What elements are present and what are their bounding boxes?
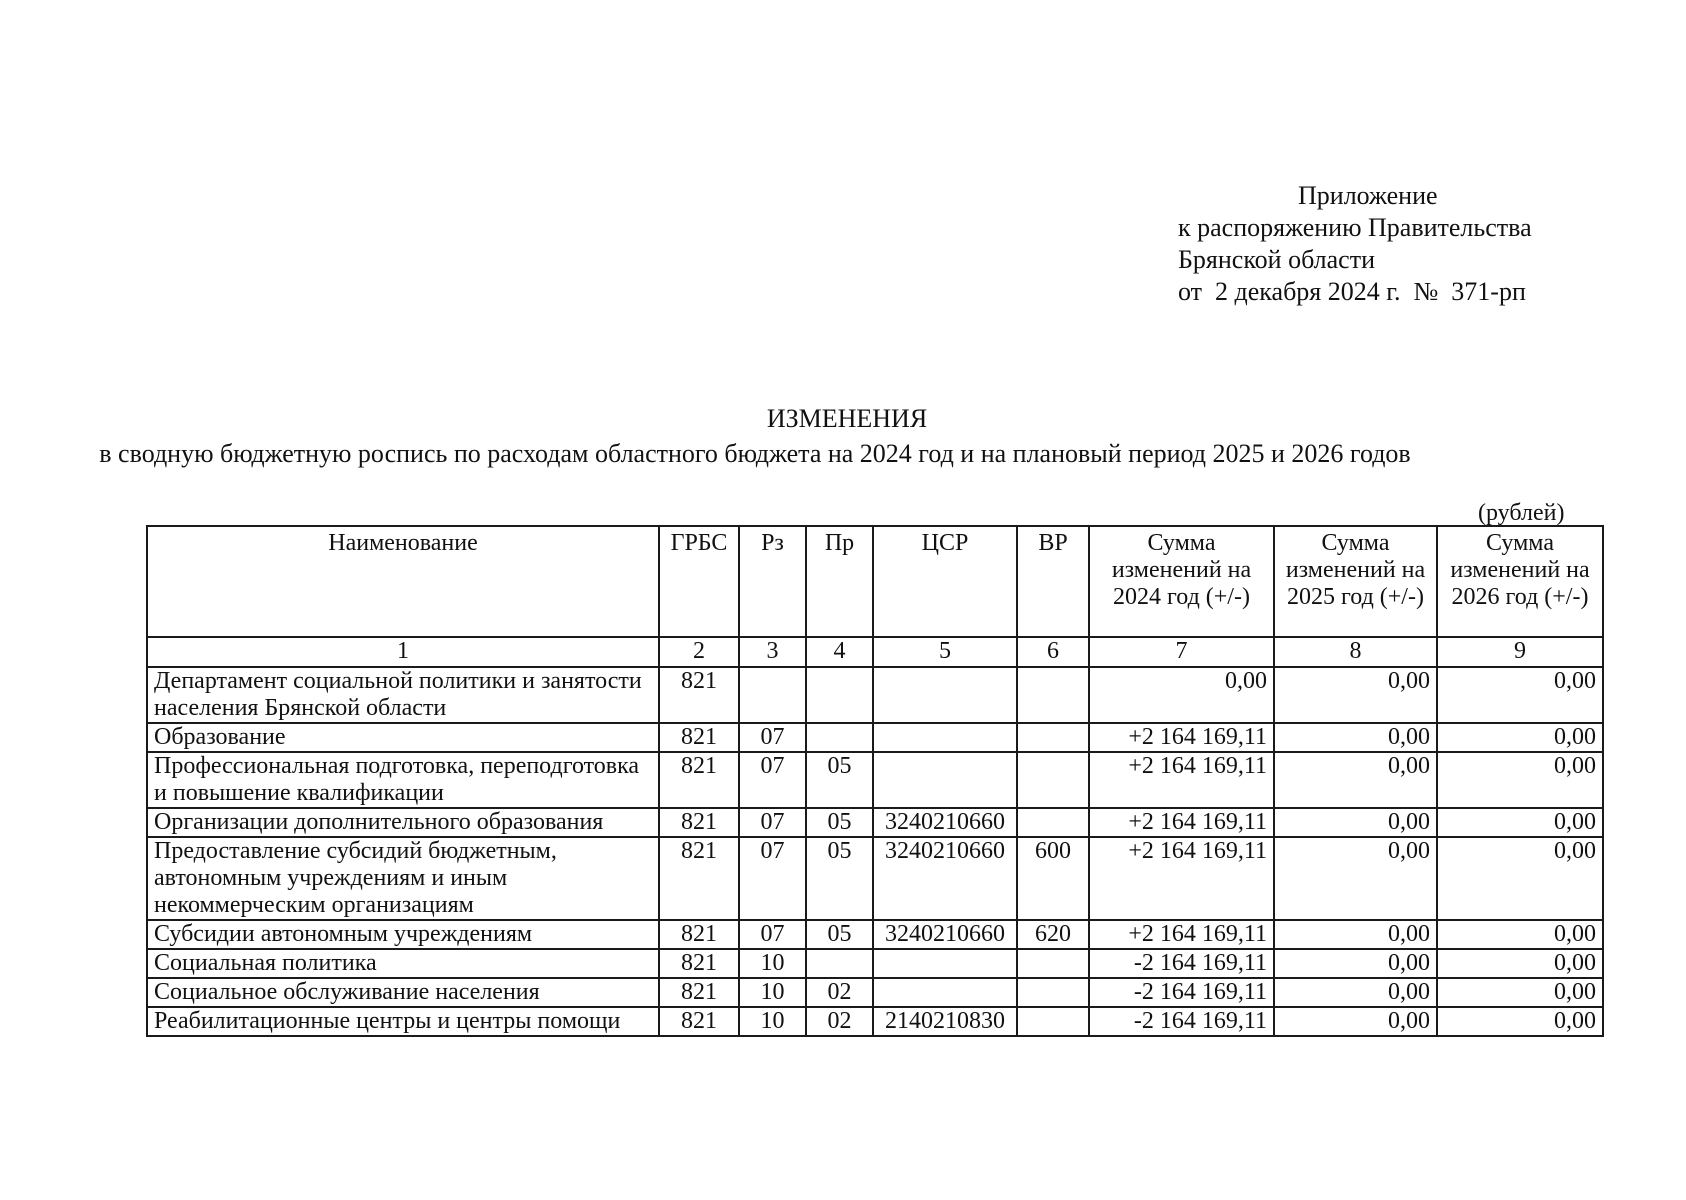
attachment-block xyxy=(1178,180,1532,308)
cell-vr: 600 xyxy=(1017,837,1089,920)
cell-sum-2026: 0,00 xyxy=(1437,978,1603,1007)
table-row xyxy=(147,978,1603,1007)
cell-vr: 620 xyxy=(1017,920,1089,949)
cell-pr: 05 xyxy=(806,837,873,920)
cell-grbs: 821 xyxy=(659,978,739,1007)
table-header-row xyxy=(147,526,1603,637)
cell-vr xyxy=(1017,978,1089,1007)
header-name: Наименование xyxy=(147,526,659,637)
column-number: 1 xyxy=(147,637,659,667)
column-number: 2 xyxy=(659,637,739,667)
cell-name: Предоставление субсидий бюджетным, автономным учреждениям и иным некоммерческим организациям xyxy=(147,837,659,920)
cell-pr: 05 xyxy=(806,920,873,949)
header-sum-2025: Сумма изменений на 2025 год (+/-) xyxy=(1274,526,1437,637)
cell-sum-2026: 0,00 xyxy=(1437,808,1603,837)
cell-name: Организации дополнительного образования xyxy=(147,808,659,837)
cell-sum-2026: 0,00 xyxy=(1437,920,1603,949)
cell-pr: 05 xyxy=(806,808,873,837)
header-sum-2026: Сумма изменений на 2026 год (+/-) xyxy=(1437,526,1603,637)
cell-rz xyxy=(739,667,806,723)
document-title: ИЗМЕНЕНИЯ xyxy=(766,404,928,433)
cell-pr xyxy=(806,667,873,723)
cell-sum-2024: -2 164 169,11 xyxy=(1089,949,1274,978)
cell-name: Социальная политика xyxy=(147,949,659,978)
cell-csr: 3240210660 xyxy=(873,808,1017,837)
cell-csr xyxy=(873,752,1017,808)
cell-rz: 10 xyxy=(739,949,806,978)
cell-sum-2026: 0,00 xyxy=(1437,949,1603,978)
cell-sum-2026: 0,00 xyxy=(1437,723,1603,752)
cell-rz: 07 xyxy=(739,808,806,837)
column-number: 8 xyxy=(1274,637,1437,667)
attachment-line: от 2 декабря 2024 г. № 371-рп xyxy=(1178,277,1526,306)
table-row xyxy=(147,723,1603,752)
cell-grbs: 821 xyxy=(659,920,739,949)
cell-csr: 2140210830 xyxy=(873,1007,1017,1036)
cell-csr: 3240210660 xyxy=(873,920,1017,949)
header-grbs: ГРБС xyxy=(659,526,739,637)
header-csr: ЦСР xyxy=(873,526,1017,637)
cell-sum-2025: 0,00 xyxy=(1274,808,1437,837)
cell-csr: 3240210660 xyxy=(873,837,1017,920)
cell-sum-2026: 0,00 xyxy=(1437,752,1603,808)
cell-name: Реабилитационные центры и центры помощи xyxy=(147,1007,659,1036)
cell-sum-2025: 0,00 xyxy=(1274,978,1437,1007)
column-number: 4 xyxy=(806,637,873,667)
cell-grbs: 821 xyxy=(659,808,739,837)
cell-pr: 02 xyxy=(806,1007,873,1036)
cell-sum-2025: 0,00 xyxy=(1274,920,1437,949)
cell-grbs: 821 xyxy=(659,1007,739,1036)
header-vr: ВР xyxy=(1017,526,1089,637)
cell-sum-2024: +2 164 169,11 xyxy=(1089,920,1274,949)
cell-rz: 10 xyxy=(739,1007,806,1036)
cell-name: Образование xyxy=(147,723,659,752)
attachment-line: к распоряжению Правительства xyxy=(1178,213,1532,242)
cell-sum-2026: 0,00 xyxy=(1437,837,1603,920)
cell-csr xyxy=(873,723,1017,752)
cell-csr xyxy=(873,949,1017,978)
table-row xyxy=(147,1007,1603,1036)
cell-sum-2024: 0,00 xyxy=(1089,667,1274,723)
column-number: 5 xyxy=(873,637,1017,667)
table-row xyxy=(147,837,1603,920)
attachment-line: Приложение xyxy=(1298,181,1438,210)
cell-grbs: 821 xyxy=(659,837,739,920)
cell-rz: 10 xyxy=(739,978,806,1007)
cell-vr xyxy=(1017,667,1089,723)
cell-vr xyxy=(1017,949,1089,978)
cell-sum-2024: +2 164 169,11 xyxy=(1089,723,1274,752)
cell-name: Субсидии автономным учреждениям xyxy=(147,920,659,949)
column-number: 3 xyxy=(739,637,806,667)
cell-rz: 07 xyxy=(739,752,806,808)
cell-sum-2024: +2 164 169,11 xyxy=(1089,837,1274,920)
cell-vr xyxy=(1017,723,1089,752)
table-body xyxy=(147,667,1603,1036)
cell-csr xyxy=(873,978,1017,1007)
units-label: (рублей) xyxy=(1478,500,1565,526)
attachment-line: Брянской области xyxy=(1178,245,1375,274)
column-number: 7 xyxy=(1089,637,1274,667)
table-row xyxy=(147,752,1603,808)
cell-sum-2025: 0,00 xyxy=(1274,752,1437,808)
column-number: 6 xyxy=(1017,637,1089,667)
table-row xyxy=(147,667,1603,723)
cell-vr xyxy=(1017,1007,1089,1036)
cell-grbs: 821 xyxy=(659,949,739,978)
header-pr: Пр xyxy=(806,526,873,637)
cell-sum-2024: -2 164 169,11 xyxy=(1089,1007,1274,1036)
document-subtitle: в сводную бюджетную роспись по расходам областного бюджета на 2024 год и на плановый период 2025 и 2026 годов xyxy=(99,439,1411,468)
column-number-row xyxy=(147,637,1603,667)
cell-grbs: 821 xyxy=(659,723,739,752)
header-sum-2024: Сумма изменений на 2024 год (+/-) xyxy=(1089,526,1274,637)
budget-table xyxy=(146,525,1604,1037)
cell-sum-2026: 0,00 xyxy=(1437,667,1603,723)
cell-sum-2025: 0,00 xyxy=(1274,723,1437,752)
header-rz: Рз xyxy=(739,526,806,637)
cell-name: Департамент социальной политики и занятости населения Брянской области xyxy=(147,667,659,723)
cell-sum-2025: 0,00 xyxy=(1274,1007,1437,1036)
table-row xyxy=(147,808,1603,837)
cell-rz: 07 xyxy=(739,723,806,752)
cell-sum-2024: +2 164 169,11 xyxy=(1089,752,1274,808)
cell-pr: 02 xyxy=(806,978,873,1007)
cell-pr: 05 xyxy=(806,752,873,808)
table-row xyxy=(147,920,1603,949)
cell-grbs: 821 xyxy=(659,752,739,808)
cell-pr xyxy=(806,723,873,752)
cell-name: Социальное обслуживание населения xyxy=(147,978,659,1007)
cell-vr xyxy=(1017,752,1089,808)
table-row xyxy=(147,949,1603,978)
cell-vr xyxy=(1017,808,1089,837)
cell-sum-2025: 0,00 xyxy=(1274,949,1437,978)
cell-pr xyxy=(806,949,873,978)
cell-grbs: 821 xyxy=(659,667,739,723)
cell-csr xyxy=(873,667,1017,723)
cell-sum-2026: 0,00 xyxy=(1437,1007,1603,1036)
cell-sum-2025: 0,00 xyxy=(1274,837,1437,920)
cell-name: Профессиональная подготовка, переподготовка и повышение квалификации xyxy=(147,752,659,808)
cell-rz: 07 xyxy=(739,837,806,920)
cell-sum-2025: 0,00 xyxy=(1274,667,1437,723)
cell-sum-2024: +2 164 169,11 xyxy=(1089,808,1274,837)
cell-rz: 07 xyxy=(739,920,806,949)
cell-sum-2024: -2 164 169,11 xyxy=(1089,978,1274,1007)
column-number: 9 xyxy=(1437,637,1603,667)
